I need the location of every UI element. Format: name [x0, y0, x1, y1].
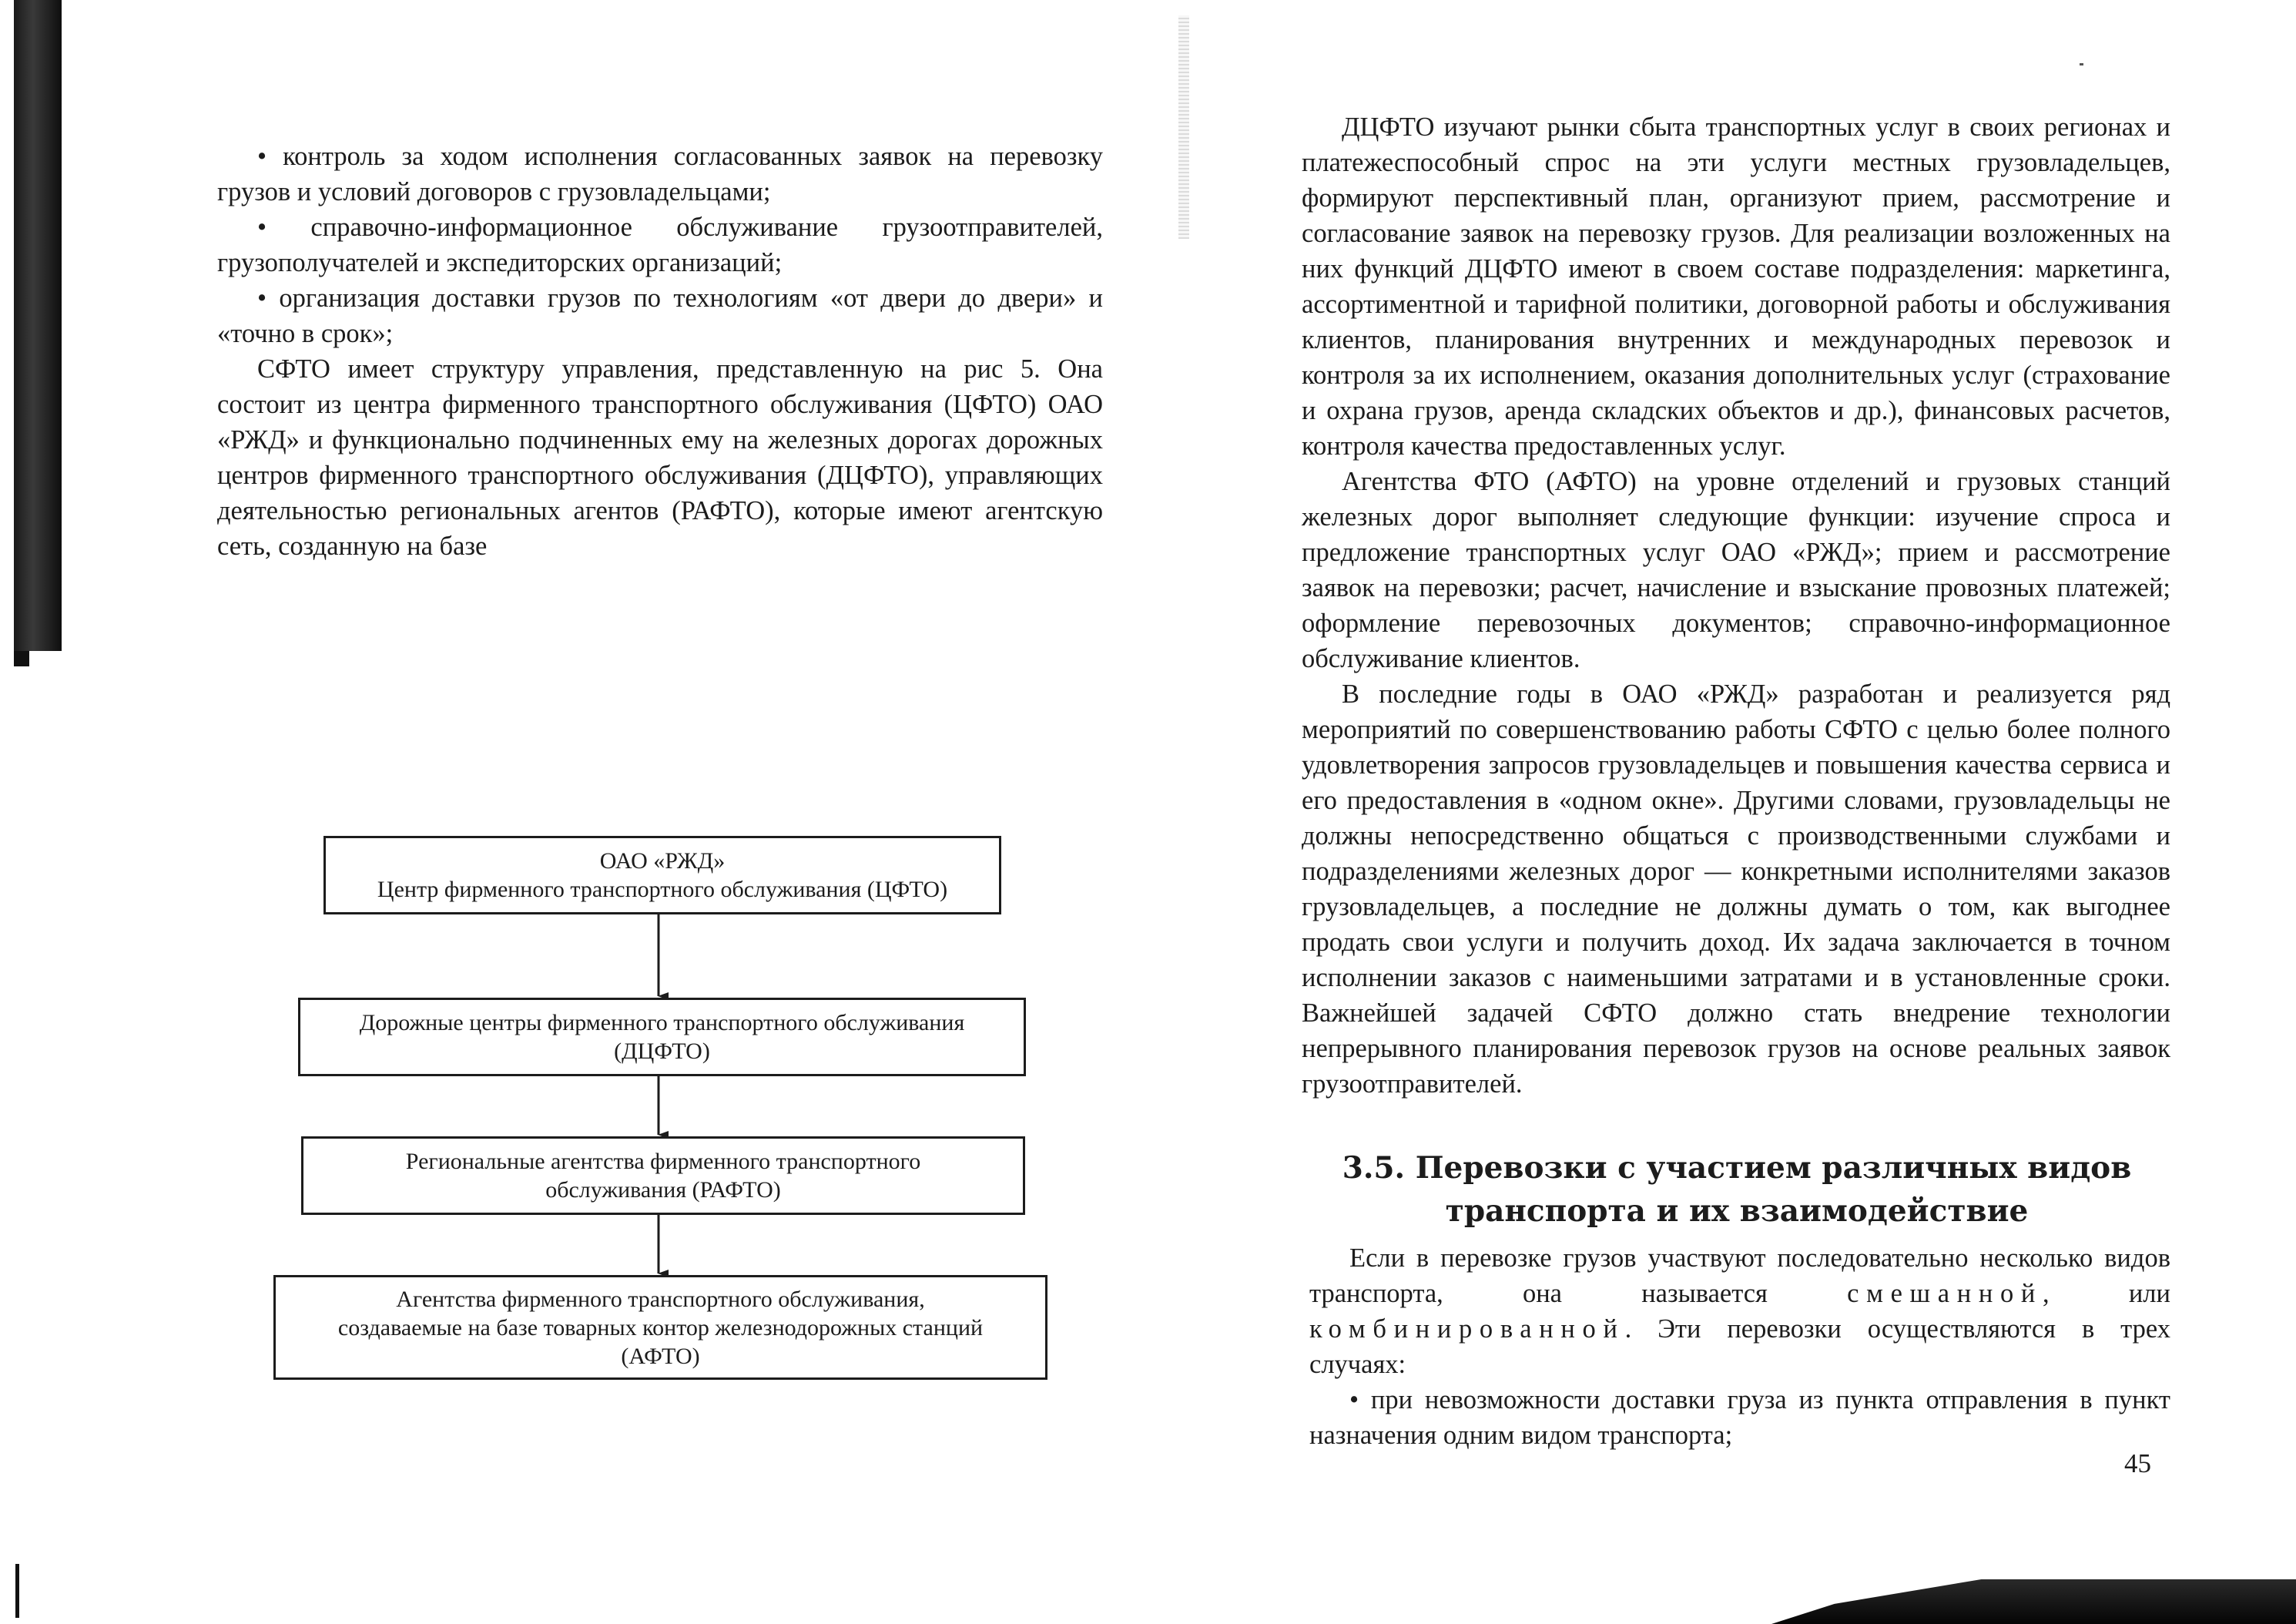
para4-text-1: Если в перевозке грузов участвуют последовательно несколько видов транспорта, она называется — [1309, 1243, 2170, 1308]
right-paragraph-1: ДЦФТО изучают рынки сбыта транспортных услуг в своих регионах и платежеспособный спрос на эти услуги местных грузовладельцев, формируют перспективный план, организуют прием, рассмотрение и согласование заявок на перевозку грузов. Для реализации возложенных на них функций ДЦФТО имеют в своем составе подразделения: маркетинга, ассортиментной и тарифной политики, договорной работы и обслуживания клиентов, планирования внутренних и международных перевозок и контроля за их исполнением, оказания дополнительных услуг (страхование и охрана грузов, аренда складских объектов и др.), финансовых расчетов, контроля качества предоставленных услуг. — [1302, 112, 2170, 461]
left-paragraph-2: • справочно-информационное обслуживание грузоотправителей, грузополучателей и экспедиторских организаций; — [217, 213, 1103, 277]
right-page-text-section — [1309, 1240, 2170, 1453]
flowchart-box-dcfto — [298, 998, 1026, 1076]
right-paragraph-4 — [1309, 1240, 2170, 1382]
left-paragraph-3: • организация доставки грузов по технологиям «от двери до двери» и «точно в срок»; — [217, 284, 1103, 348]
box-afto-line-3: (АФТО) — [621, 1343, 700, 1369]
flowchart-box-cfto — [323, 836, 1001, 914]
para4-text-2: , или — [2043, 1279, 2170, 1308]
box-cfto-line-1: ОАО «РЖД» — [599, 848, 726, 874]
term-combined: комбинированной — [1309, 1314, 1625, 1344]
left-paragraph-1: • контроль за ходом исполнения согласованных заявок на перевозку грузов и условий договоров с грузовладельцами; — [217, 142, 1103, 206]
flowchart-box-afto — [273, 1275, 1047, 1380]
org-structure-flowchart — [273, 836, 1036, 1391]
para4-text-3: . Эти перевозки осуществляются в трех случаях: — [1309, 1314, 2170, 1379]
right-paragraph-3: В последние годы в ОАО «РЖД» разработан и реализуется ряд мероприятий по совершенствованию работы СФТО с целью более полного удовлетворения запросов грузовладельцев и повышения качества сервиса и его предоставления в «одном окне». Другими словами, грузовладельцы не должны непосредственно общаться с производственными службами и подразделениями железных дорог — конкретными исполнителями заказов грузовладельцев, а последние не должны думать о том, как выгоднее продать свои услуги и получить доход. Их задача заключается в точном исполнении заказов с наименьшими затратами и в установленные сроки. Важнейшей задачей СФТО должно стать внедрение технологии непрерывного планирования перевозок грузов на основе реальных заявок грузоотправителей. — [1302, 679, 2170, 1099]
section-heading-line-1: 3.5. Перевозки с участием различных видов — [1342, 1150, 2132, 1186]
box-rafto-line-2: обслуживания (РАФТО) — [545, 1177, 781, 1203]
left-paragraph-4: СФТО имеет структуру управления, представленную на рис 5. Она состоит из центра фирменного транспортного обслуживания (ЦФТО) ОАО «РЖД» и функционально подчиненных ему на железных дорогах дорожных центров фирменного транспортного обслуживания (ДЦФТО), управляющих деятельностью региональных агентов (РАФТО), которые имеют агентскую сеть, созданную на базе — [217, 354, 1103, 561]
box-afto-line-1: Агентства фирменного транспортного обслуживания, — [396, 1286, 925, 1312]
box-rafto-line-1: Региональные агентства фирменного транспортного — [405, 1149, 921, 1174]
left-page-text — [217, 139, 1103, 561]
box-dcfto-line-2: (ДЦФТО) — [614, 1038, 710, 1064]
right-page — [1148, 0, 2296, 1624]
box-afto-line-2: создаваемые на базе товарных контор железнодорожных станций — [337, 1314, 984, 1340]
box-dcfto-line-1: Дорожные центры фирменного транспортного обслуживания — [359, 1010, 965, 1035]
section-heading-line-2: транспорта и их взаимодействие — [1445, 1193, 2029, 1229]
section-heading — [1309, 1146, 2164, 1233]
right-paragraph-5: • при невозможности доставки груза из пункта отправления в пункт назначения одним видом транспорта; — [1309, 1385, 2170, 1450]
right-paragraph-2: Агентства ФТО (АФТО) на уровне отделений и грузовых станций железных дорог выполняет следующие функции: изучение спроса и предложение транспортных услуг ОАО «РЖД»; прием и рассмотрение заявок на перевозки; расчет, начисление и взыскание провозных платежей; оформление перевозочных документов; справочно-информационное обслуживание клиентов. — [1302, 467, 2170, 673]
right-page-text — [1302, 109, 2170, 1102]
term-mixed: смешанной — [1847, 1279, 2043, 1308]
flowchart-box-rafto — [301, 1136, 1025, 1215]
box-cfto-line-2: Центр фирменного транспортного обслуживания (ЦФТО) — [377, 877, 948, 902]
page-number: 45 — [2124, 1448, 2151, 1478]
